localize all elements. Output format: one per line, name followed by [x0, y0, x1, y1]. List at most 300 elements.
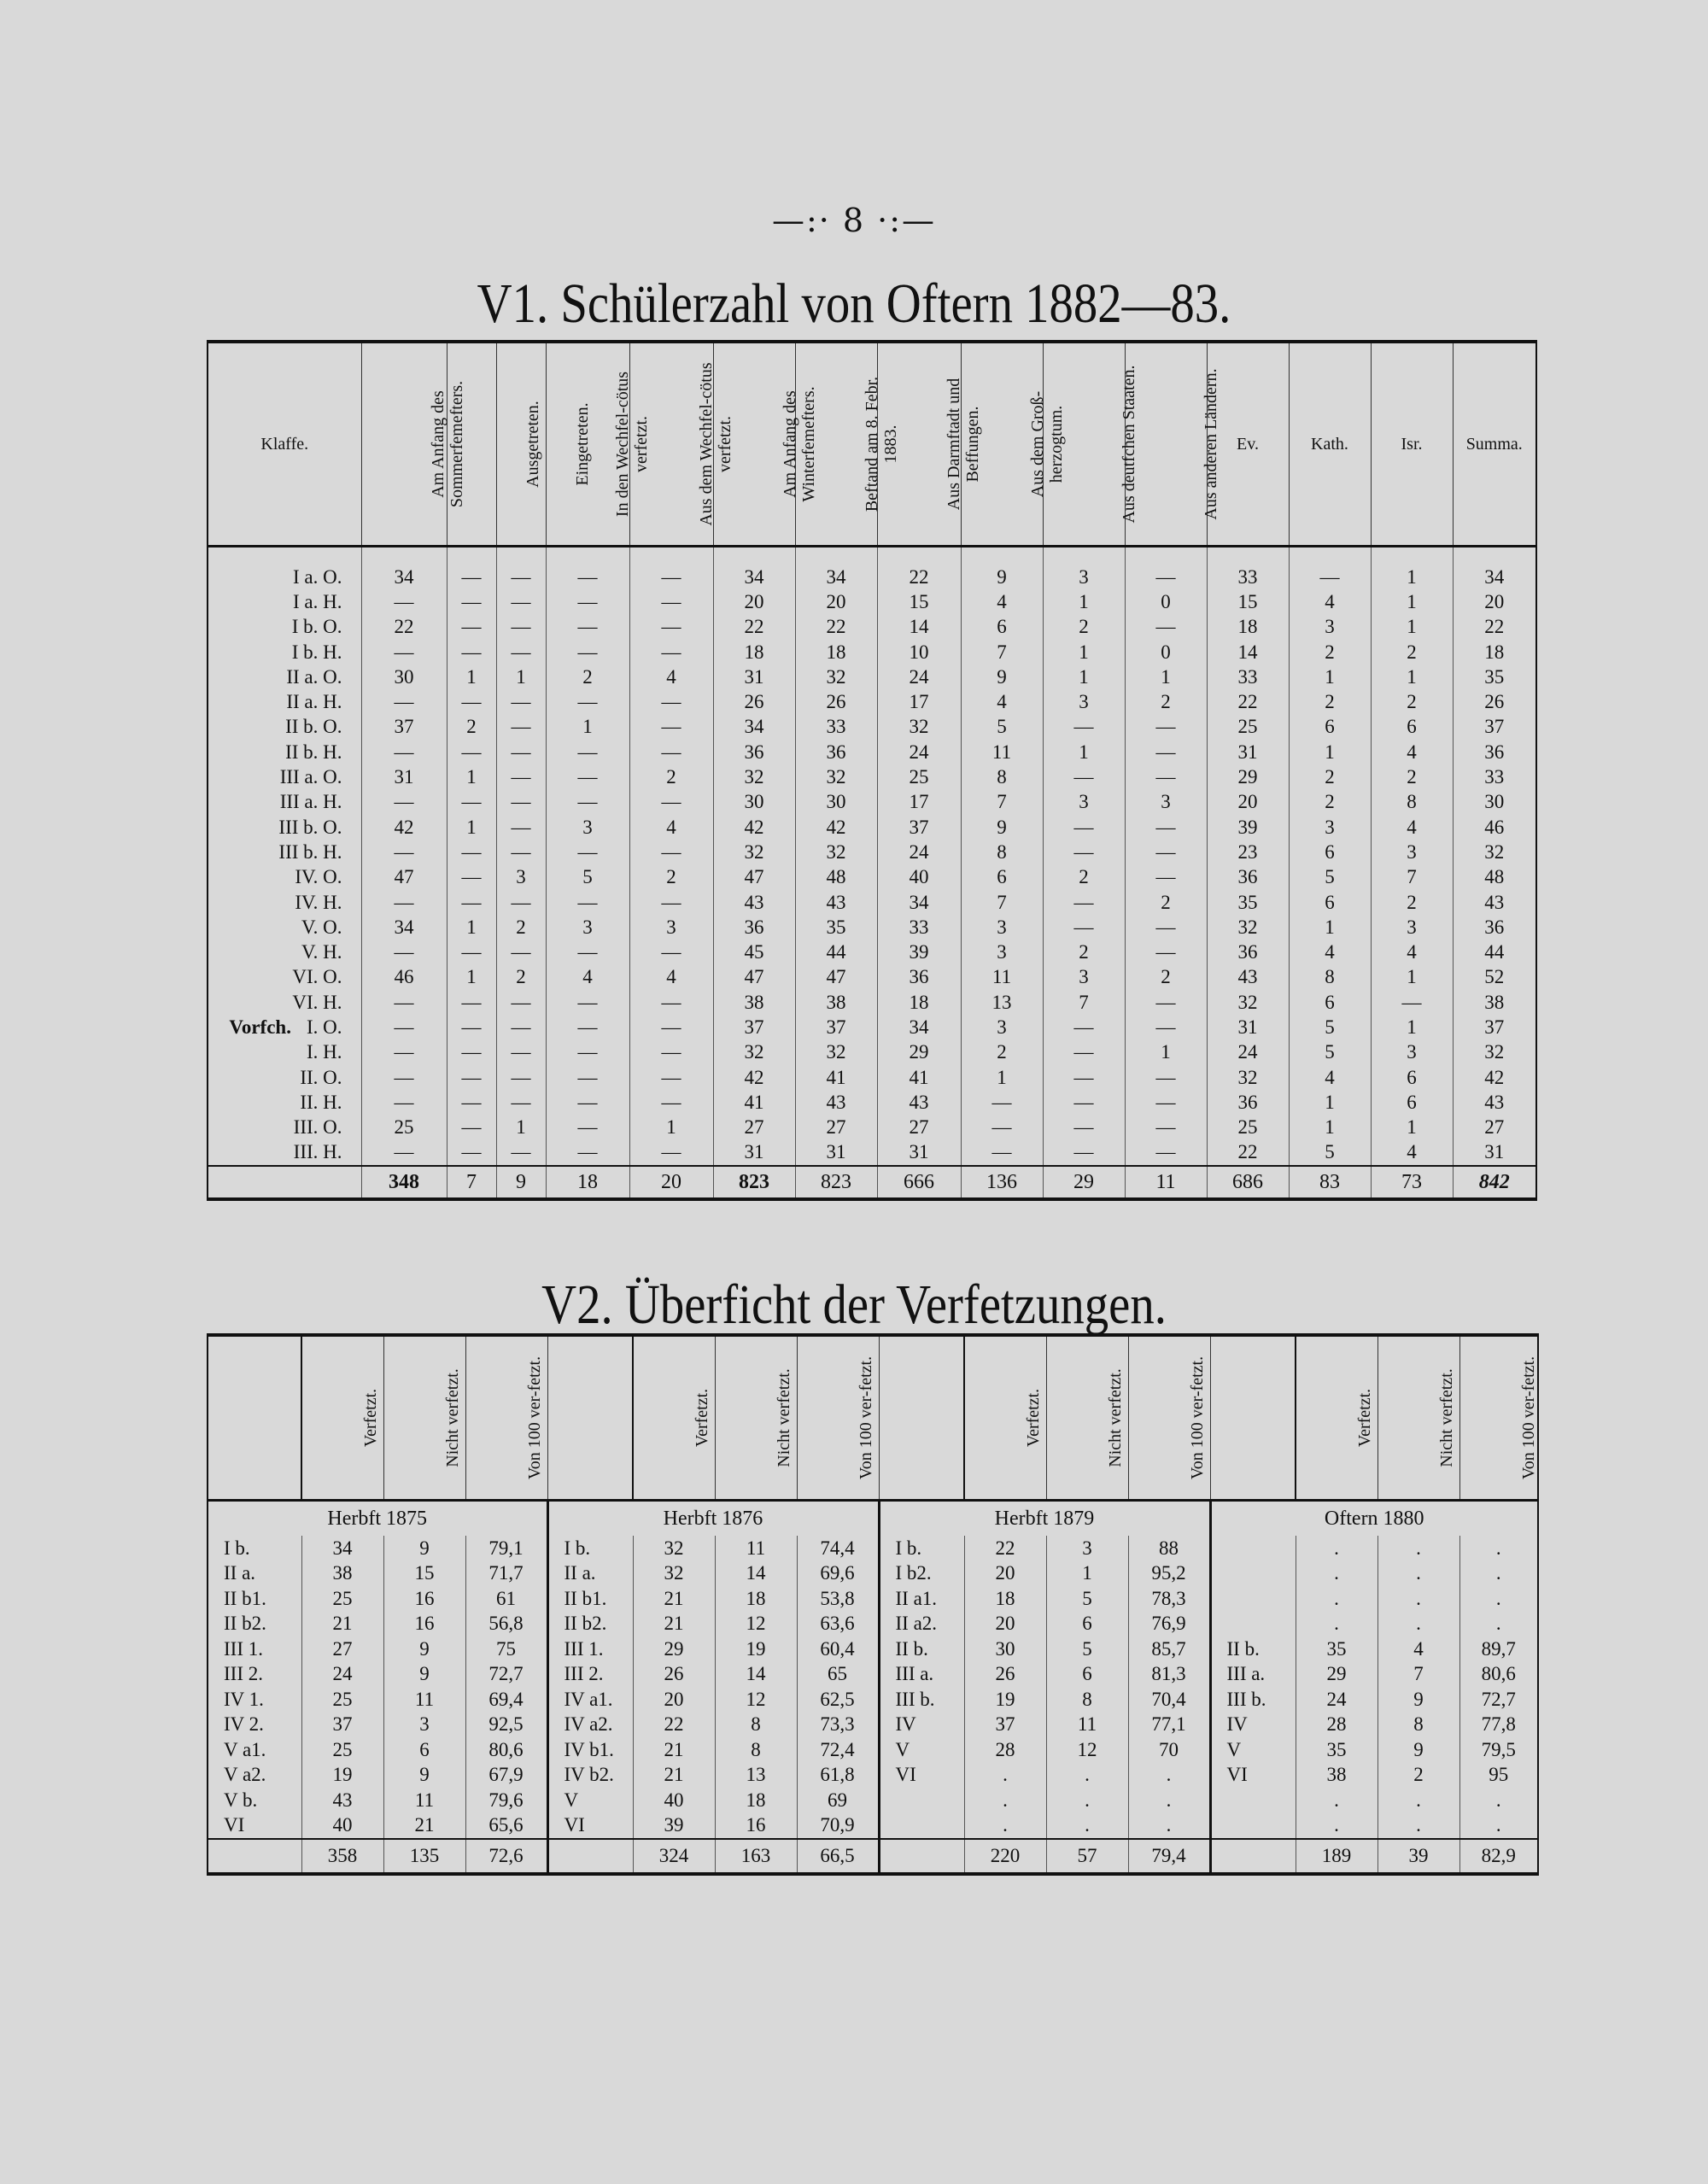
table2-class-cell: II b. [879, 1637, 964, 1662]
table2-row [208, 1561, 1538, 1587]
table2-header-cell [383, 1335, 465, 1501]
table1-cell: — [496, 815, 546, 840]
table1-row [208, 1040, 1536, 1065]
table1-cell: 4 [961, 689, 1043, 714]
table2-cell: 9 [383, 1536, 465, 1561]
table1-cell: 36 [877, 965, 961, 990]
table1-cell: — [1043, 715, 1125, 740]
table1-cell: 9 [961, 547, 1043, 590]
table1-cell: 1 [447, 764, 496, 789]
table1-cell: — [1289, 547, 1371, 590]
table1-cell: — [1125, 815, 1207, 840]
table1-cell: 1 [1289, 740, 1371, 764]
table1-cell: — [629, 640, 713, 665]
table1-cell: 2 [546, 665, 629, 689]
table2-class-cell: I b. [208, 1536, 301, 1561]
table2-class-cell [1210, 1561, 1296, 1587]
table2-cell: . [1128, 1763, 1210, 1789]
table1-header-cell [1453, 342, 1536, 547]
table1-cell: — [1125, 1140, 1207, 1166]
table1-cell: — [447, 840, 496, 864]
table1-row [208, 915, 1536, 940]
page-number: —:· 8 ·:— [771, 202, 937, 239]
table2-cell: 72,7 [1459, 1687, 1538, 1713]
table1-cell: 42 [361, 815, 447, 840]
table2-class-cell [879, 1813, 964, 1840]
table2-cell: 1 [1046, 1561, 1128, 1587]
table1-cell: — [361, 1015, 447, 1039]
table1-cell: — [496, 1065, 546, 1090]
table2-cell: 65,6 [465, 1813, 547, 1840]
table1-row [208, 865, 1536, 890]
table1-cell: — [1125, 1115, 1207, 1140]
table1-cell: 27 [1453, 1115, 1536, 1140]
table2-cell: 8 [715, 1737, 797, 1763]
table2-header-label: Von 100 ver-fetzt. [1518, 1355, 1538, 1479]
table2-cell: 14 [715, 1662, 797, 1688]
table2-total-cell: 189 [1296, 1839, 1378, 1874]
table1-cell: 34 [795, 547, 877, 590]
table2-cell: 25 [301, 1737, 383, 1763]
period-label: Herbft 1879 [879, 1501, 1210, 1537]
table2-cell: 12 [715, 1687, 797, 1713]
table1-cell: — [1043, 1140, 1125, 1166]
table1-class-cell: II. H. [208, 1090, 361, 1115]
table2-cell: 79,6 [465, 1788, 547, 1813]
table1-total-cell: 29 [1043, 1166, 1125, 1199]
table1-row [208, 1115, 1536, 1140]
table1-cell: 2 [1371, 890, 1453, 915]
table1-cell: 1 [961, 1065, 1043, 1090]
table1-class-cell: III b. H. [208, 840, 361, 864]
table1-cell: 1 [1043, 665, 1125, 689]
table2-cell: 6 [383, 1737, 465, 1763]
table1-cell: 32 [1453, 1040, 1536, 1065]
table2-row [208, 1637, 1538, 1662]
table1-cell: 42 [795, 815, 877, 840]
table1-class-cell: I. H. [208, 1040, 361, 1065]
table2-cell: 21 [633, 1612, 715, 1637]
table2-row [208, 1662, 1538, 1688]
table1-cell: 1 [1371, 615, 1453, 640]
table1-cell: 22 [1207, 1140, 1289, 1166]
table2-class-cell: III a. [1210, 1662, 1296, 1688]
table1-cell: 20 [1207, 790, 1289, 815]
table2-row [208, 1763, 1538, 1789]
table1-cell: 35 [1453, 665, 1536, 689]
table2-cell: 22 [964, 1536, 1046, 1561]
table1-cell: — [447, 865, 496, 890]
table1-cell: 40 [877, 865, 961, 890]
table2-cell: 11 [383, 1788, 465, 1813]
table1-cell: 39 [877, 940, 961, 964]
table2-cell: . [1459, 1586, 1538, 1612]
table1-cell: 43 [713, 890, 795, 915]
table1-cell: — [629, 940, 713, 964]
table1-cell: 46 [1453, 815, 1536, 840]
table1-cell: 2 [1125, 890, 1207, 915]
table1-cell: 36 [713, 915, 795, 940]
table2-cell: 72,7 [465, 1662, 547, 1688]
table2-header-cell [1046, 1335, 1128, 1501]
table2-header-cell [1459, 1335, 1538, 1501]
table1-cell: 4 [1371, 740, 1453, 764]
table1-header-label: Aus anderen Ländern. [1201, 367, 1220, 520]
table1-cell: 6 [1371, 1090, 1453, 1115]
table1-cell: — [361, 689, 447, 714]
table1-cell: — [1043, 1115, 1125, 1140]
table1-cell: 1 [1371, 547, 1453, 590]
table2-cell: . [1459, 1612, 1538, 1637]
period-label: Herbft 1876 [547, 1501, 879, 1537]
table1-cell: 32 [713, 1040, 795, 1065]
table1-cell: 22 [361, 615, 447, 640]
table1-cell: — [1125, 990, 1207, 1015]
table1-cell: 3 [1371, 915, 1453, 940]
table1-cell: 32 [877, 715, 961, 740]
table1-cell: — [629, 1090, 713, 1115]
table1-cell: — [447, 990, 496, 1015]
table2-cell: . [1378, 1612, 1459, 1637]
table2-class-cell: VI [547, 1813, 633, 1840]
table1-class-cell: II b. H. [208, 740, 361, 764]
table2-class-cell: II b2. [208, 1612, 301, 1637]
table2-total-cell: 358 [301, 1839, 383, 1874]
table1-cell: — [447, 1040, 496, 1065]
table1-cell: 1 [1125, 1040, 1207, 1065]
table1-cell: 6 [1289, 990, 1371, 1015]
table1-header-label: Beftand am 8. Febr. 1883. [862, 376, 900, 512]
table1-cell: 3 [1043, 965, 1125, 990]
table2-cell: 88 [1128, 1536, 1210, 1561]
table1-cell: 32 [1207, 990, 1289, 1015]
vorschule-label: Vorfch. [229, 1016, 291, 1038]
table2-cell: 80,6 [1459, 1662, 1538, 1688]
table1-row [208, 1065, 1536, 1090]
table2-cell: 37 [301, 1713, 383, 1738]
table1-cell: — [546, 764, 629, 789]
table1-class-cell: I a. H. [208, 589, 361, 614]
table1-cell: 2 [1125, 965, 1207, 990]
table2-cell: . [1128, 1788, 1210, 1813]
table1-cell: — [629, 1140, 713, 1166]
table2-cell: 77,1 [1128, 1713, 1210, 1738]
table2-header-cell [964, 1335, 1046, 1501]
table1-cell: — [361, 640, 447, 665]
table1-total-cell: 83 [1289, 1166, 1371, 1199]
table1-cell: — [1125, 840, 1207, 864]
table2-total-cell: 79,4 [1128, 1839, 1210, 1874]
table1-cell: 9 [961, 815, 1043, 840]
table1-cell: — [629, 715, 713, 740]
table1-cell: 1 [496, 665, 546, 689]
table2-cell: . [1296, 1536, 1378, 1561]
table1-cell: — [546, 689, 629, 714]
table2-cell: 53,8 [797, 1586, 879, 1612]
table1-cell: — [1043, 1065, 1125, 1090]
table2-class-cell: IV [1210, 1713, 1296, 1738]
table1-class-cell: I b. H. [208, 640, 361, 665]
table1-cell: 32 [713, 840, 795, 864]
table1-header-label: In den Wechfel-cötus verfetzt. [612, 371, 651, 517]
table1-cell: 22 [877, 547, 961, 590]
table1-row [208, 1015, 1536, 1039]
table1-cell: — [1125, 1090, 1207, 1115]
table1-total-cell: 7 [447, 1166, 496, 1199]
table1-cell: 26 [795, 689, 877, 714]
table1-cell: 6 [961, 615, 1043, 640]
table1-cell: — [546, 1065, 629, 1090]
table2-cell: . [1378, 1586, 1459, 1612]
table2-cell: . [1459, 1813, 1538, 1840]
table2-cell: 40 [301, 1813, 383, 1840]
table1-class-cell: I a. O. [208, 547, 361, 590]
table1-cell: 5 [1289, 865, 1371, 890]
table1-total-cell: 842 [1453, 1166, 1536, 1199]
table1-cell: 31 [1453, 1140, 1536, 1166]
table2-header-cell [465, 1335, 547, 1501]
table1-cell: 17 [877, 790, 961, 815]
table2-cell: 26 [964, 1662, 1046, 1688]
table1-header-label: Kath. [1311, 434, 1348, 454]
table1-header-label: Aus deutfchen Staaten. [1119, 365, 1138, 523]
table1-row [208, 589, 1536, 614]
table1-cell: 4 [1371, 815, 1453, 840]
table1-cell: 1 [447, 965, 496, 990]
table1-cell: 3 [546, 815, 629, 840]
table1-cell: 1 [1371, 1115, 1453, 1140]
table1-cell: 6 [1289, 715, 1371, 740]
table1-cell: 36 [795, 740, 877, 764]
table1-cell: 6 [961, 865, 1043, 890]
table1-cell: 48 [795, 865, 877, 890]
table1-cell: — [629, 689, 713, 714]
table1-cell: — [546, 840, 629, 864]
table2-period-row [208, 1501, 1538, 1537]
table2-cell: . [1378, 1788, 1459, 1813]
table1-cell: 5 [546, 865, 629, 890]
table1-cell: — [496, 940, 546, 964]
table2-cell: . [1296, 1561, 1378, 1587]
table2-cell: 20 [633, 1687, 715, 1713]
table1-cell: 2 [629, 865, 713, 890]
table2-header-label: Verfetzt. [693, 1388, 711, 1447]
table1-cell: 18 [795, 640, 877, 665]
table1-class-cell: V. O. [208, 915, 361, 940]
table2-class-cell: II a. [547, 1561, 633, 1587]
table1-cell: — [1043, 1015, 1125, 1039]
table1-cell: — [361, 890, 447, 915]
table1-cell: 31 [1207, 1015, 1289, 1039]
table2-cell: 16 [383, 1612, 465, 1637]
table1-cell: — [1125, 865, 1207, 890]
table1-total-cell: 666 [877, 1166, 961, 1199]
table1-cell: — [961, 1140, 1043, 1166]
table1-cell: 7 [1371, 865, 1453, 890]
table2-cell: . [964, 1763, 1046, 1789]
table2-cell: 69,4 [465, 1687, 547, 1713]
table2-cell: 65 [797, 1662, 879, 1688]
table2-header-label: Nicht verfetzt. [442, 1367, 462, 1467]
table2-class-cell: V [879, 1737, 964, 1763]
table2-cell: 70,4 [1128, 1687, 1210, 1713]
table1-cell: 2 [1289, 640, 1371, 665]
table2-class-cell: II b1. [208, 1586, 301, 1612]
table1-cell: 14 [877, 615, 961, 640]
table1-class-cell: II b. O. [208, 715, 361, 740]
table2-class-cell: IV a2. [547, 1713, 633, 1738]
table2-class-cell: V a1. [208, 1737, 301, 1763]
table1-cell: 1 [546, 715, 629, 740]
table2-total-cell: 135 [383, 1839, 465, 1874]
table1-header-label: Aus dem Groß-herzogtum. [1027, 390, 1066, 497]
table2-cell: 70,9 [797, 1813, 879, 1840]
table1-cell: 2 [496, 965, 546, 990]
table2-cell: 28 [1296, 1713, 1378, 1738]
table2-cell: 69 [797, 1788, 879, 1813]
table1-cell: 4 [1371, 940, 1453, 964]
table1-cell: 48 [1453, 865, 1536, 890]
table1-class-cell: III b. O. [208, 815, 361, 840]
table1-cell: — [496, 840, 546, 864]
table1-cell: 36 [713, 740, 795, 764]
table1-cell: 31 [795, 1140, 877, 1166]
table2-cell: 80,6 [465, 1737, 547, 1763]
table1-cell: 4 [961, 589, 1043, 614]
table1-cell: 1 [496, 1115, 546, 1140]
table1-cell: 32 [713, 764, 795, 789]
table2-header-label: Von 100 ver-fetzt. [856, 1355, 875, 1479]
table1-header-label: Am Anfang des Winterfemefters. [780, 385, 818, 502]
table1-cell: 1 [1371, 665, 1453, 689]
table2-cell: . [1296, 1612, 1378, 1637]
table1-cell: 4 [1371, 1140, 1453, 1166]
table2-body [208, 1501, 1538, 1875]
table1-cell: 43 [1207, 965, 1289, 990]
table2-cell: 74,4 [797, 1536, 879, 1561]
table1-cell: 46 [361, 965, 447, 990]
table2-total-cell [208, 1839, 301, 1874]
table2-cell: 32 [633, 1536, 715, 1561]
table1-class-cell: IV. O. [208, 865, 361, 890]
table2-cell: 9 [1378, 1737, 1459, 1763]
table1-cell: — [361, 1140, 447, 1166]
table2-cell: 5 [1046, 1586, 1128, 1612]
table2-header-cell [1378, 1335, 1459, 1501]
table2-class-cell: I b. [547, 1536, 633, 1561]
table1-cell: 35 [795, 915, 877, 940]
table1-cell: — [1125, 1015, 1207, 1039]
table1-cell: 29 [877, 1040, 961, 1065]
table1-cell: — [447, 1140, 496, 1166]
table2-cell: 3 [1046, 1536, 1128, 1561]
table2-cell: 8 [1378, 1713, 1459, 1738]
table2-label-header [547, 1335, 633, 1501]
table1-cell: 17 [877, 689, 961, 714]
table1-body [208, 547, 1536, 1200]
table1-cell: 37 [795, 1015, 877, 1039]
table1-cell: — [1043, 890, 1125, 915]
table2-cell: 95 [1459, 1763, 1538, 1789]
table1-cell: 31 [713, 1140, 795, 1166]
table1-cell: — [447, 790, 496, 815]
table2-total-cell [1210, 1839, 1296, 1874]
table2-cell: 15 [383, 1561, 465, 1587]
table1-cell: 2 [1289, 764, 1371, 789]
table1-title: V1. Schülerzahl von Oftern 1882—83. [477, 272, 1231, 335]
table1-class-cell: VI. O. [208, 965, 361, 990]
table1-cell: 24 [877, 740, 961, 764]
table2-cell: 19 [964, 1687, 1046, 1713]
table2-cell: 72,4 [797, 1737, 879, 1763]
table1-cell: — [447, 547, 496, 590]
table1-cell: 4 [629, 815, 713, 840]
table1-cell: 2 [1043, 615, 1125, 640]
table2-row [208, 1737, 1538, 1763]
table2-label-header [879, 1335, 964, 1501]
table1-cell: — [447, 940, 496, 964]
table1-header-label: Am Anfang des Sommerfemefters. [428, 380, 466, 507]
table2-cell: 21 [383, 1813, 465, 1840]
table2-cell: . [1046, 1813, 1128, 1840]
table2-cell: . [964, 1813, 1046, 1840]
table2-cell: 26 [633, 1662, 715, 1688]
table1-cell: 38 [713, 990, 795, 1015]
table1-cell: — [496, 715, 546, 740]
table2-class-cell: IV [879, 1713, 964, 1738]
table1-cell: — [629, 990, 713, 1015]
table1-cell: — [447, 1065, 496, 1090]
table1-cell: 34 [1453, 547, 1536, 590]
page-number-value: 8 [842, 202, 866, 239]
table1-cell: — [496, 640, 546, 665]
table2-row [208, 1687, 1538, 1713]
table1-cell: 3 [1289, 815, 1371, 840]
table1-cell: 37 [1453, 715, 1536, 740]
table2-cell: 73,3 [797, 1713, 879, 1738]
table1-row [208, 990, 1536, 1015]
table2-cell: 37 [964, 1713, 1046, 1738]
table2-total-cell: 57 [1046, 1839, 1128, 1874]
table1-total-cell: 73 [1371, 1166, 1453, 1199]
table1-cell: 7 [961, 890, 1043, 915]
table1-row [208, 965, 1536, 990]
table1-cell: 4 [629, 665, 713, 689]
table1-class-cell: V. H. [208, 940, 361, 964]
table2-class-cell: II b. [1210, 1637, 1296, 1662]
table1-cell: — [546, 1090, 629, 1115]
table1-total-cell: 11 [1125, 1166, 1207, 1199]
table2-header-cell [1128, 1335, 1210, 1501]
table1-cell: — [546, 790, 629, 815]
table1-cell: 2 [1043, 940, 1125, 964]
table1-cell: 3 [1043, 790, 1125, 815]
table1-cell: 1 [1289, 1115, 1371, 1140]
table1-cell: 1 [629, 1115, 713, 1140]
table2-cell: 21 [633, 1737, 715, 1763]
table2-class-cell: IV 1. [208, 1687, 301, 1713]
table1-cell: 9 [961, 665, 1043, 689]
table2-cell: 19 [715, 1637, 797, 1662]
table1-cell: 43 [877, 1090, 961, 1115]
table2-class-cell: III 1. [208, 1637, 301, 1662]
table1-totals-row [208, 1166, 1536, 1199]
table1-cell: — [629, 740, 713, 764]
table1-cell: 7 [961, 790, 1043, 815]
table2-class-cell: II a2. [879, 1612, 964, 1637]
table1-cell: — [1043, 815, 1125, 840]
table2-class-cell: V b. [208, 1788, 301, 1813]
